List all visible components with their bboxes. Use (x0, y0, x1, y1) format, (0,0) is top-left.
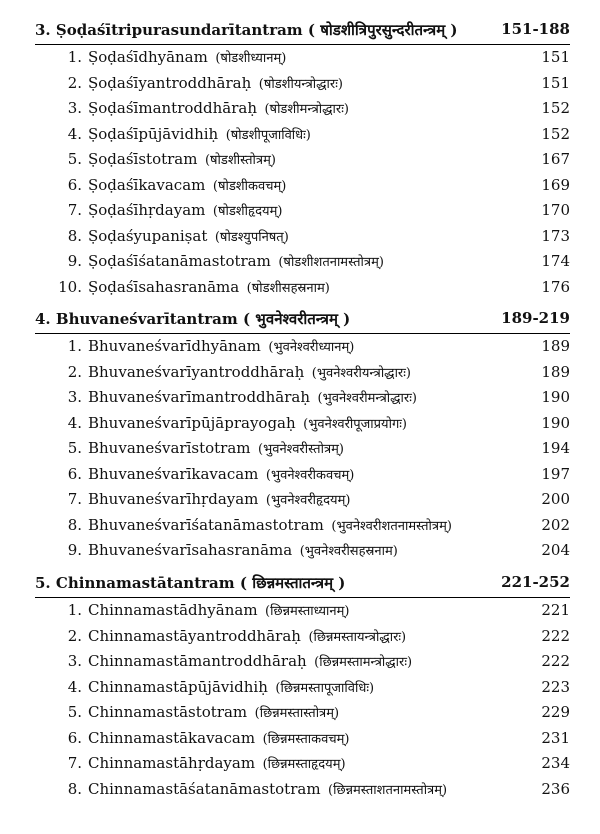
entry-title-devanagari: (भुवनेश्वरीमन्त्रोद्धारः) (317, 391, 417, 406)
entry-number: 3. (67, 388, 82, 406)
entry-number: 10. (58, 277, 82, 296)
toc-entry[interactable] (35, 777, 570, 803)
entry-title: Bhuvaneśvarīstotram (88, 439, 251, 457)
entry-title-group (88, 465, 354, 483)
entry-title: Chinnamastāpūjāvidhiḥ (88, 677, 268, 696)
entry-title-group (88, 652, 412, 670)
entry-page-number: 236 (541, 779, 570, 798)
entry-number: 7. (67, 490, 82, 508)
entry-page-number: 189 (541, 362, 570, 381)
entry-title-group (88, 541, 398, 559)
entry-title-group (88, 601, 349, 619)
entry-page-number: 190 (541, 413, 570, 432)
entry-title-group (88, 754, 346, 772)
entry-title-devanagari: (भुवनेश्वरीशतनामस्तोत्रम्) (331, 518, 452, 534)
entry-page-number: 197 (541, 464, 570, 483)
toc-entry[interactable] (35, 598, 570, 624)
entry-page-number: 223 (541, 677, 570, 696)
section-number: 4. (35, 310, 51, 328)
entry-number: 4. (67, 124, 82, 143)
entry-title: Chinnamastāmantroddhāraḥ (88, 652, 307, 670)
entry-number: 5. (67, 150, 82, 168)
entry-page-number: 151 (541, 73, 570, 92)
entry-number: 2. (67, 362, 82, 381)
entry-title: Ṣoḍaśīstotram (88, 150, 198, 168)
entry-number: 9. (67, 541, 82, 559)
entry-title-group (88, 201, 282, 219)
toc-entry[interactable] (35, 224, 570, 250)
section-page-range: 221-252 (501, 573, 570, 591)
entry-page-number: 151 (541, 48, 570, 66)
toc-entry[interactable] (35, 147, 570, 173)
entry-title-group (88, 627, 406, 645)
toc-entry[interactable] (35, 487, 570, 513)
entry-number: 8. (67, 226, 82, 245)
toc-entry[interactable] (35, 385, 570, 411)
entry-title: Bhuvaneśvarīhṛdayam (88, 490, 259, 508)
entry-title-devanagari: (षोडशीयन्त्रोद्धारः) (258, 76, 343, 92)
toc-entry[interactable] (35, 96, 570, 122)
entry-page-number: 234 (541, 754, 570, 772)
toc-entry[interactable] (35, 649, 570, 675)
entry-title: Ṣoḍaśīyantroddhāraḥ (88, 73, 252, 92)
entry-page-number: 231 (541, 728, 570, 747)
entry-title-devanagari: (भुवनेश्वरीकवचम्) (265, 467, 355, 483)
toc-entry[interactable] (35, 411, 570, 437)
toc-entry[interactable] (35, 751, 570, 777)
entry-title: Ṣoḍaśīsahasranāma (88, 277, 240, 296)
entry-number: 7. (67, 201, 82, 219)
toc-entry[interactable] (35, 462, 570, 488)
entry-title-group (88, 48, 286, 66)
entry-title-group (88, 780, 447, 798)
entry-title-group (88, 729, 349, 747)
entry-number: 3. (67, 652, 82, 670)
section-title-devanagari: ( भुवनेश्वरीतन्त्रम् ) (242, 310, 351, 328)
section-entries (35, 334, 570, 564)
entry-title: Chinnamastādhyānam (88, 601, 258, 619)
toc-entry[interactable] (35, 275, 570, 301)
entry-title-devanagari: (षोडशीकवचम्) (212, 178, 287, 194)
entry-title: Bhuvaneśvarīsahasranāma (88, 541, 293, 559)
section-title-group (35, 573, 345, 593)
entry-page-number: 190 (541, 388, 570, 406)
entry-title-group (88, 150, 276, 168)
entry-title: Chinnamastāhṛdayam (88, 754, 256, 772)
entry-page-number: 174 (541, 252, 570, 270)
entry-page-number: 173 (541, 226, 570, 245)
section-page-range: 189-219 (501, 309, 570, 327)
entry-title: Bhuvaneśvarīkavacam (88, 464, 259, 483)
entry-page-number: 176 (541, 277, 570, 296)
entry-title: Bhuvaneśvarīmantroddhāraḥ (88, 388, 311, 406)
entry-page-number: 200 (541, 490, 570, 508)
entry-page-number: 202 (541, 515, 570, 534)
entry-page-number: 194 (541, 439, 570, 457)
entry-page-number: 167 (541, 150, 570, 168)
section-title-devanagari: ( छिन्नमस्तातन्त्रम् ) (239, 574, 346, 592)
entry-title-devanagari: (षोडशीमन्त्रोद्धारः) (264, 102, 349, 117)
entry-title-devanagari: (छिन्नमस्तायन्त्रोद्धारः) (308, 629, 407, 645)
entry-title-group (88, 678, 374, 696)
toc-entry[interactable] (35, 45, 570, 71)
entry-title-devanagari: (षोडशीपूजाविधिः) (225, 127, 311, 143)
toc-section (35, 14, 570, 300)
entry-title: Chinnamastāstotram (88, 703, 248, 721)
entry-title-group (88, 490, 350, 508)
entry-number: 4. (67, 677, 82, 696)
entry-title: Chinnamastāyantroddhāraḥ (88, 626, 301, 645)
section-heading[interactable] (35, 14, 570, 45)
entry-page-number: 189 (541, 337, 570, 355)
toc-entry[interactable] (35, 173, 570, 199)
entry-title-devanagari: (छिन्नमस्तास्तोत्रम्) (254, 706, 340, 721)
toc-entry[interactable] (35, 700, 570, 726)
entry-title-devanagari: (षोडशीध्यानम्) (215, 51, 287, 66)
entry-title-devanagari: (छिन्नमस्ताकवचम्) (262, 731, 350, 747)
entry-number: 1. (67, 337, 82, 355)
entry-page-number: 152 (541, 99, 570, 117)
entry-title-group (88, 703, 339, 721)
entry-title: Ṣoḍaśyupaniṣat (88, 226, 208, 245)
entry-title-group (88, 388, 417, 406)
entry-title: Bhuvaneśvarīdhyānam (88, 337, 261, 355)
entry-title-group (88, 439, 344, 457)
entry-title-devanagari: (भुवनेश्वरीध्यानम्) (268, 340, 355, 355)
entry-title: Chinnamastāśatanāmastotram (88, 779, 321, 798)
toc-entry[interactable] (35, 122, 570, 148)
toc-section (35, 567, 570, 802)
entry-title-devanagari: (भुवनेश्वरीहृदयम्) (265, 493, 351, 508)
entry-number: 5. (67, 703, 82, 721)
toc-entry[interactable] (35, 513, 570, 539)
section-entries (35, 45, 570, 300)
entry-page-number: 152 (541, 124, 570, 143)
entry-title: Chinnamastākavacam (88, 728, 256, 747)
entry-title-group (88, 99, 349, 117)
section-title-group (35, 309, 350, 329)
entry-title: Ṣoḍaśīmantroddhāraḥ (88, 99, 257, 117)
entry-number: 6. (67, 464, 82, 483)
entry-number: 1. (67, 601, 82, 619)
section-page-range: 151-188 (501, 20, 570, 38)
entry-number: 9. (67, 252, 82, 270)
entry-page-number: 221 (541, 601, 570, 619)
entry-title-group (88, 414, 407, 432)
entry-title-devanagari: (षोडशीशतनामस्तोत्रम्) (278, 255, 384, 270)
entry-title-group (88, 278, 330, 296)
entry-title: Ṣoḍaśīdhyānam (88, 48, 208, 66)
entry-number: 8. (67, 515, 82, 534)
entry-title-group (88, 516, 452, 534)
section-entries (35, 598, 570, 802)
toc-entry[interactable] (35, 71, 570, 97)
entry-title: Bhuvaneśvarīpūjāprayogaḥ (88, 413, 296, 432)
entry-title-group (88, 252, 384, 270)
entry-number: 2. (67, 73, 82, 92)
toc-entry[interactable] (35, 198, 570, 224)
entry-title-group (88, 363, 411, 381)
section-title: Chinnamastātantram (55, 574, 235, 592)
entry-title: Ṣoḍaśīpūjāvidhiḥ (88, 124, 219, 143)
entry-page-number: 169 (541, 175, 570, 194)
section-number: 5. (35, 574, 51, 592)
entry-title-group (88, 337, 354, 355)
entry-number: 6. (67, 175, 82, 194)
section-title-group (35, 20, 457, 40)
section-number: 3. (35, 21, 51, 39)
entry-number: 4. (67, 413, 82, 432)
section-heading[interactable] (35, 567, 570, 598)
entry-number: 6. (67, 728, 82, 747)
entry-title: Ṣoḍaśīśatanāmastotram (88, 252, 271, 270)
entry-page-number: 204 (541, 541, 570, 559)
entry-title-devanagari: (भुवनेश्वरीपूजाप्रयोगः) (303, 416, 407, 432)
entry-title: Ṣoḍaśīkavacam (88, 175, 206, 194)
entry-title-devanagari: (छिन्नमस्ताशतनामस्तोत्रम्) (328, 782, 448, 798)
entry-title-devanagari: (भुवनेश्वरीसहस्रनाम) (299, 544, 398, 559)
entry-title-devanagari: (षोडशीस्तोत्रम्) (204, 153, 276, 168)
entry-page-number: 229 (541, 703, 570, 721)
toc-entry[interactable] (35, 538, 570, 564)
entry-title-devanagari: (छिन्नमस्तामन्त्रोद्धारः) (314, 655, 413, 670)
toc-entry[interactable] (35, 249, 570, 275)
entry-page-number: 170 (541, 201, 570, 219)
entry-title-devanagari: (छिन्नमस्ताहृदयम्) (262, 757, 346, 772)
toc-entry[interactable] (35, 675, 570, 701)
section-heading[interactable] (35, 303, 570, 334)
entry-number: 5. (67, 439, 82, 457)
toc-entry[interactable] (35, 726, 570, 752)
entry-title: Bhuvaneśvarīśatanāmastotram (88, 515, 324, 534)
entry-title: Bhuvaneśvarīyantroddhāraḥ (88, 362, 305, 381)
entry-title-group (88, 176, 286, 194)
toc-section (35, 303, 570, 564)
toc-entry[interactable] (35, 360, 570, 386)
section-title: Bhuvaneśvarītantram (55, 310, 238, 328)
entry-number: 1. (67, 48, 82, 66)
entry-number: 8. (67, 779, 82, 798)
section-title-devanagari: ( षोडशीत्रिपुरसुन्दरीतन्त्रम् ) (307, 21, 458, 39)
entry-title-devanagari: (षोडशीहृदयम्) (212, 204, 283, 219)
entry-page-number: 222 (541, 626, 570, 645)
toc-entry[interactable] (35, 436, 570, 462)
entry-title-devanagari: (षोडशीसहस्रनाम) (246, 280, 330, 296)
entry-title-group (88, 227, 289, 245)
entry-number: 7. (67, 754, 82, 772)
entry-title-devanagari: (भुवनेश्वरीस्तोत्रम्) (258, 442, 344, 457)
entry-number: 2. (67, 626, 82, 645)
entry-title-devanagari: (षोडश्युपनिषत्) (214, 229, 289, 245)
entry-page-number: 222 (541, 652, 570, 670)
entry-title-devanagari: (भुवनेश्वरीयन्त्रोद्धारः) (311, 365, 411, 381)
entry-title-group (88, 74, 343, 92)
entry-number: 3. (67, 99, 82, 117)
entry-title-devanagari: (छिन्नमस्ताध्यानम्) (265, 604, 350, 619)
entry-title: Ṣoḍaśīhṛdayam (88, 201, 206, 219)
section-title: Ṣoḍaśītripurasundarītantram (55, 21, 303, 39)
entry-title-devanagari: (छिन्नमस्तापूजाविधिः) (275, 680, 375, 696)
toc-entry[interactable] (35, 624, 570, 650)
toc-entry[interactable] (35, 334, 570, 360)
entry-title-group (88, 125, 311, 143)
